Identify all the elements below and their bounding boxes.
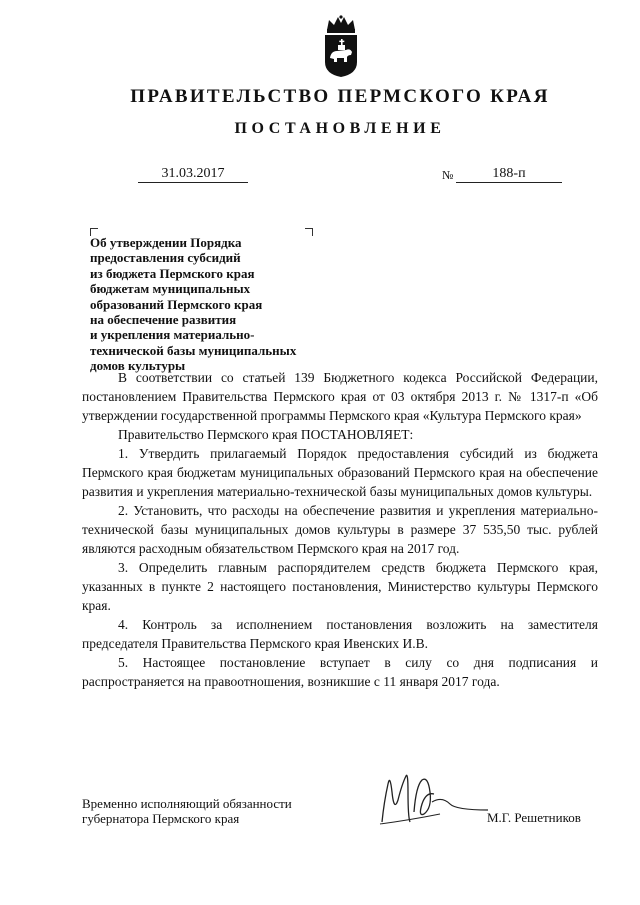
coat-of-arms-icon xyxy=(321,14,361,78)
document-number: 188-п xyxy=(456,166,562,183)
subject-line: и укрепления материально- xyxy=(90,327,255,343)
body-paragraph-item-5: 5. Настоящее постановление вступает в силу со дня подписания и распространяется на правоотношения, возникшие с 11 января 2017 года. xyxy=(82,655,598,689)
number-sign: № xyxy=(442,168,454,182)
subject-line: из бюджета Пермского края xyxy=(90,265,255,281)
subject-line: технической базы муниципальных xyxy=(90,342,297,358)
subject-line: домов культуры xyxy=(90,358,186,374)
document-body xyxy=(82,368,598,691)
body-paragraph-item-4: 4. Контроль за исполнением постановления возложить на заместителя председателя Правительства Пермского края Ивенских И.В. xyxy=(82,617,598,651)
body-paragraph-item-3: 3. Определить главным распорядителем средств бюджета Пермского края, указанных в пункте 2 настоящего постановления, Министерство культуры Пермского края. xyxy=(82,560,598,613)
subject-line: Об утверждении Порядка xyxy=(90,235,242,250)
subject-line: образований Пермского края xyxy=(90,296,263,312)
signatory-position-line: губернатора Пермского края xyxy=(82,810,240,826)
government-title: ПРАВИТЕЛЬСТВО ПЕРМСКОГО КРАЯ xyxy=(130,86,550,107)
subject-line: на обеспечение развития xyxy=(90,312,237,328)
document-date: 31.03.2017 xyxy=(138,166,248,183)
body-paragraph-item-1: 1. Утвердить прилагаемый Порядок предоставления субсидий из бюджета Пермского края бюджетам муниципальных образований Пермского края на обеспечение развития и укрепления материально-технической базы муниципальных домов культуры. xyxy=(82,446,598,499)
body-paragraph-preamble: В соответствии со статьей 139 Бюджетного кодекса Российской Федерации, постановлением Правительства Пермского края от 03 октября 2013 г. № 1317-п «Об утверждении государственной программы Пермского края «Культура Пермского края» xyxy=(82,370,598,423)
subject-line: предоставления субсидий xyxy=(90,250,241,266)
body-paragraph-item-2: 2. Установить, что расходы на обеспечение развития и укрепления материально-технической базы муниципальных домов культуры в размере 37 535,50 тыс. рублей являются расходным обязательством Пермского края на 2017 год. xyxy=(82,503,598,556)
signatory-position xyxy=(82,797,342,826)
signatory-position-line: Временно исполняющий обязанности xyxy=(82,796,292,811)
document-subject xyxy=(90,235,350,374)
subject-line: бюджетам муниципальных xyxy=(90,281,251,297)
body-paragraph-resolves: Правительство Пермского края ПОСТАНОВЛЯЕТ: xyxy=(118,427,414,442)
document-kind: ПОСТАНОВЛЕНИЕ xyxy=(234,120,446,137)
handwritten-signature xyxy=(370,762,490,842)
signatory-name: М.Г. Решетников xyxy=(487,810,581,825)
